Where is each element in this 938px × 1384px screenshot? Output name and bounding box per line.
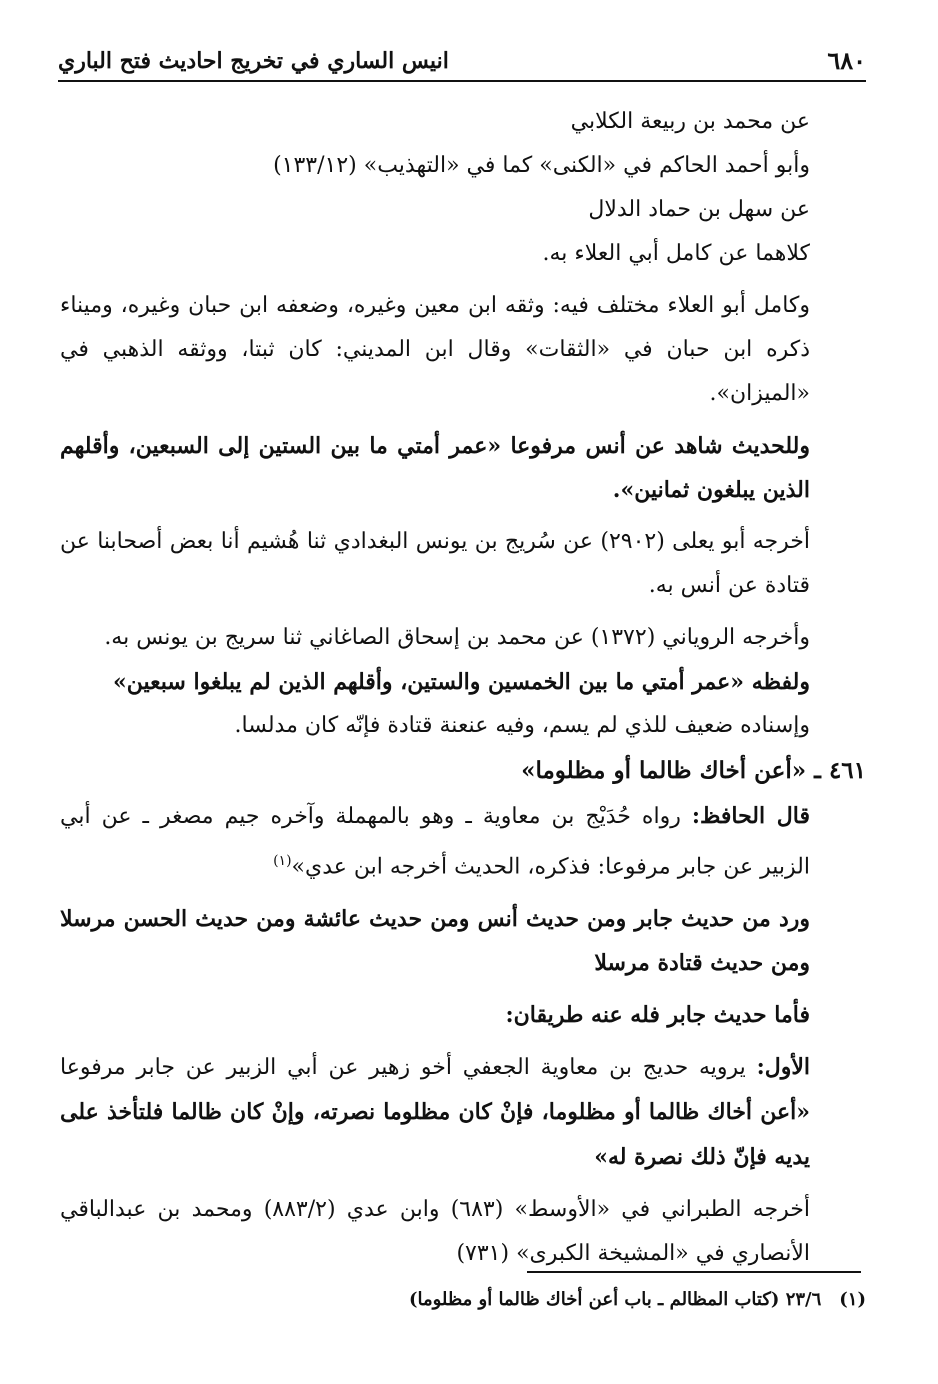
page-number: ٦٨٠: [827, 46, 866, 75]
footnote-separator: [527, 1271, 861, 1273]
paragraph-bold: فأما حديث جابر فله عنه طريقان:: [505, 1002, 810, 1029]
hadith-quote: «أعن أخاك ظالما أو مظلوما، فإنْ كان مظلوما نصرته، وإنْ كان ظالما فلتأخذ على يديه فإنّ ذلك نصرة له»: [60, 1099, 810, 1171]
hafiz-paragraph: [60, 794, 866, 889]
hafiz-label: قال الحافظ:: [691, 803, 810, 829]
footnote-reference[interactable]: (١): [273, 853, 292, 869]
paragraph-bold: وللحديث شاهد عن أنس مرفوعا «عمر أمتي ما بين الستين إلى السبعين، وأقلهم الذين يبلغون ثمانين».: [60, 433, 810, 503]
paragraph: عن محمد بن ربيعة الكلابي: [570, 109, 810, 134]
footnote: [60, 1283, 866, 1317]
hadith-heading: ٤٦١ ـ «أعن أخاك ظالما أو مظلوما»: [521, 757, 866, 784]
paragraph-bold: ولفظه «عمر أمتي ما بين الخمسين والستين، وأقلهم الذين لم يبلغوا سبعين»: [113, 669, 810, 695]
first-way-label: الأول:: [756, 1054, 810, 1081]
first-way-paragraph: [60, 1045, 866, 1180]
paragraph: أخرجه أبو يعلى (٢٩٠٢) عن سُريج بن يونس البغدادي ثنا هُشيم أنا بعض أصحابنا عن قتادة عن أنس به.: [60, 529, 811, 598]
paragraph: كلاهما عن كامل أبي العلاء به.: [542, 241, 810, 266]
paragraph: وكامل أبو العلاء مختلف فيه: وثقه ابن معين وغيره، وضعفه ابن حبان وغيره، وميناء ذكره ابن حبان في «الثقات» وقال ابن المديني: كان ثبتا، ووثقه الذهبي في «الميزان».: [60, 293, 811, 406]
paragraph: وأبو أحمد الحاكم في «الكنى» كما في «التهذيب» (١٣٣/١٢): [273, 153, 810, 178]
running-header: [58, 38, 866, 82]
paragraph: وأخرجه الروياني (١٣٧٢) عن محمد بن إسحاق الصاغاني ثنا سريج بن يونس به.: [104, 625, 810, 650]
paragraph-bold: ورد من حديث جابر ومن حديث أنس ومن حديث عائشة ومن حديث الحسن مرسلا ومن حديث قتادة مرسلا: [60, 906, 810, 977]
paragraph: أخرجه الطبراني في «الأوسط» (٦٨٣) وابن عدي (٨٨٣/٢) ومحمد بن عبدالباقي الأنصاري في «المشيخة الكبرى» (٧٣١): [60, 1197, 811, 1267]
paragraph: عن سهل بن حماد الدلال: [588, 197, 810, 222]
running-title: انيس الساري في تخريج احاديث فتح الباري: [58, 48, 449, 74]
footnote-marker: (١): [839, 1289, 866, 1310]
hafiz-text: رواه حُدَيْج بن معاوية ـ وهو بالمهملة وآخره جيم مصغر ـ عن أبي الزبير عن جابر مرفوعا: فذكره، الحديث أخرجه ابن عدي»: [60, 804, 810, 880]
paragraph: وإسناده ضعيف للذي لم يسم، وفيه عنعنة قتادة فإنّه كان مدلسا.: [234, 713, 810, 738]
page-body: [60, 100, 866, 1276]
first-way-text: يرويه حديج بن معاوية الجعفي أخو زهير عن أبي الزبير عن جابر مرفوعا: [60, 1055, 746, 1081]
footnote-text: ٢٣/٦ (كتاب المظالم ـ باب أعن أخاك ظالما أو مظلوما): [408, 1289, 822, 1310]
